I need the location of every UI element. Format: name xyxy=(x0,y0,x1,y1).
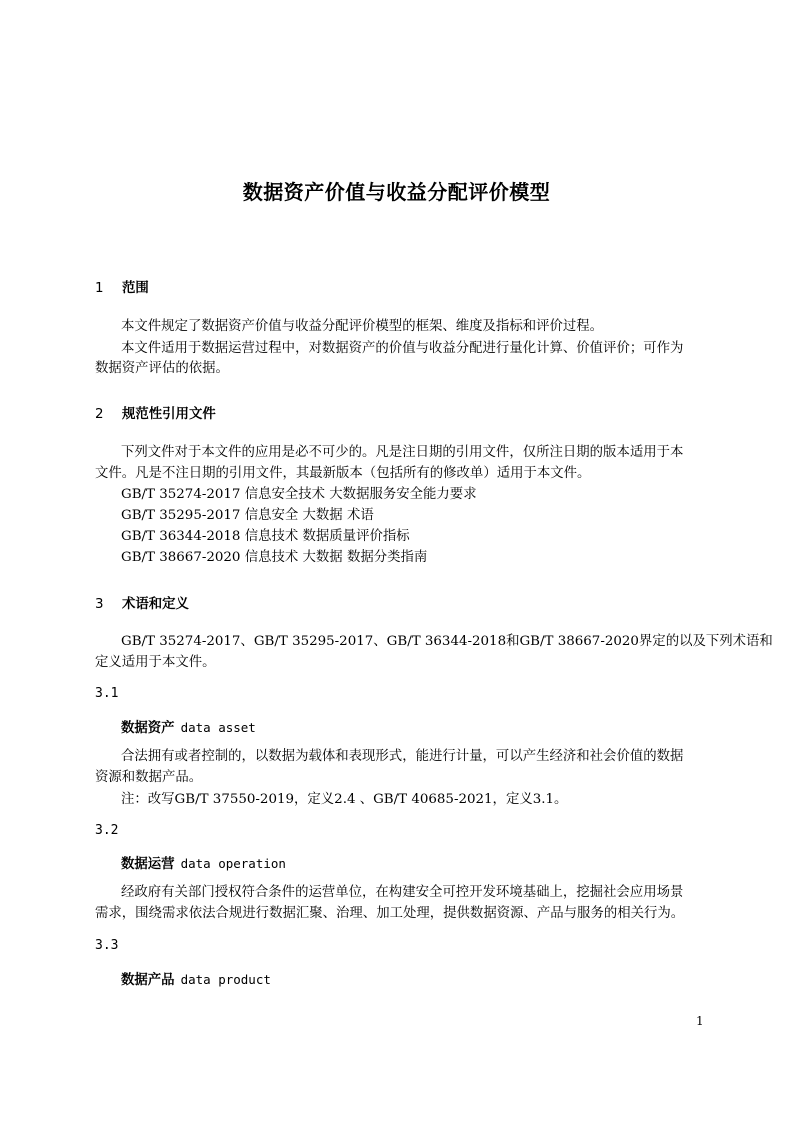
normative-reference: GB/T 36344-2018 信息技术 数据质量评价指标 xyxy=(121,529,410,544)
section-1-paragraph-2-line-2: 数据资产评估的依据。 xyxy=(95,361,229,376)
term-heading xyxy=(121,969,271,988)
normative-reference: GB/T 35295-2017 信息安全 大数据 术语 xyxy=(121,508,374,523)
normative-reference: GB/T 38667-2020 信息技术 大数据 数据分类指南 xyxy=(121,550,428,565)
term-chinese: 数据运营 xyxy=(121,857,175,872)
term-number: 3.3 xyxy=(95,938,119,953)
section-2-title: 规范性引用文件 xyxy=(122,407,216,422)
section-3-number: 3 xyxy=(95,597,104,612)
term-definition-line-1: 经政府有关部门授权符合条件的运营单位，在构建安全可控开发环境基础上，挖掘社会应用场景 xyxy=(121,885,684,900)
term-chinese: 数据产品 xyxy=(121,973,175,988)
section-3-title: 术语和定义 xyxy=(122,597,189,612)
term-number: 3.2 xyxy=(95,823,119,838)
section-2-number: 2 xyxy=(95,407,104,422)
section-2-heading xyxy=(95,403,216,422)
term-definition-line-2: 资源和数据产品。 xyxy=(95,770,203,785)
term-english: data asset xyxy=(180,720,256,735)
term-english: data operation xyxy=(180,856,286,871)
term-chinese: 数据资产 xyxy=(121,721,175,736)
section-1-paragraph-1: 本文件规定了数据资产价值与收益分配评价模型的框架、维度及指标和评价过程。 xyxy=(121,319,604,334)
term-number: 3.1 xyxy=(95,686,119,701)
section-1-number: 1 xyxy=(95,281,104,296)
document-title: 数据资产价值与收益分配评价模型 xyxy=(242,180,551,204)
section-1-title: 范围 xyxy=(122,281,149,296)
term-english: data product xyxy=(180,972,271,987)
term-definition-line-2: 需求，围绕需求依法合规进行数据汇聚、治理、加工处理，提供数据资源、产品与服务的相关行为。 xyxy=(95,906,685,921)
section-3-paragraph-line-1: GB/T 35274-2017、GB/T 35295-2017、GB/T 36344-2018和GB/T 38667-2020界定的以及下列术语和 xyxy=(121,634,773,649)
section-3-heading xyxy=(95,593,189,612)
term-heading xyxy=(121,717,256,736)
term-note: 注：改写GB/T 37550-2019，定义2.4 、GB/T 40685-2021，定义3.1。 xyxy=(121,792,568,807)
normative-reference: GB/T 35274-2017 信息安全技术 大数据服务安全能力要求 xyxy=(121,487,477,502)
section-2-paragraph-line-2: 文件。凡是不注日期的引用文件，其最新版本（包括所有的修改单）适用于本文件。 xyxy=(95,466,591,481)
section-2-paragraph-line-1: 下列文件对于本文件的应用是必不可少的。凡是注日期的引用文件，仅所注日期的版本适用于本 xyxy=(121,445,684,460)
section-1-heading xyxy=(95,277,149,296)
section-3-paragraph-line-2: 定义适用于本文件。 xyxy=(95,655,216,670)
page-number: 1 xyxy=(696,1014,704,1028)
term-definition-line-1: 合法拥有或者控制的，以数据为载体和表现形式，能进行计量，可以产生经济和社会价值的数据 xyxy=(121,749,684,764)
section-1-paragraph-2-line-1: 本文件适用于数据运营过程中，对数据资产的价值与收益分配进行量化计算、价值评价；可作为 xyxy=(121,341,684,356)
term-heading xyxy=(121,853,286,872)
